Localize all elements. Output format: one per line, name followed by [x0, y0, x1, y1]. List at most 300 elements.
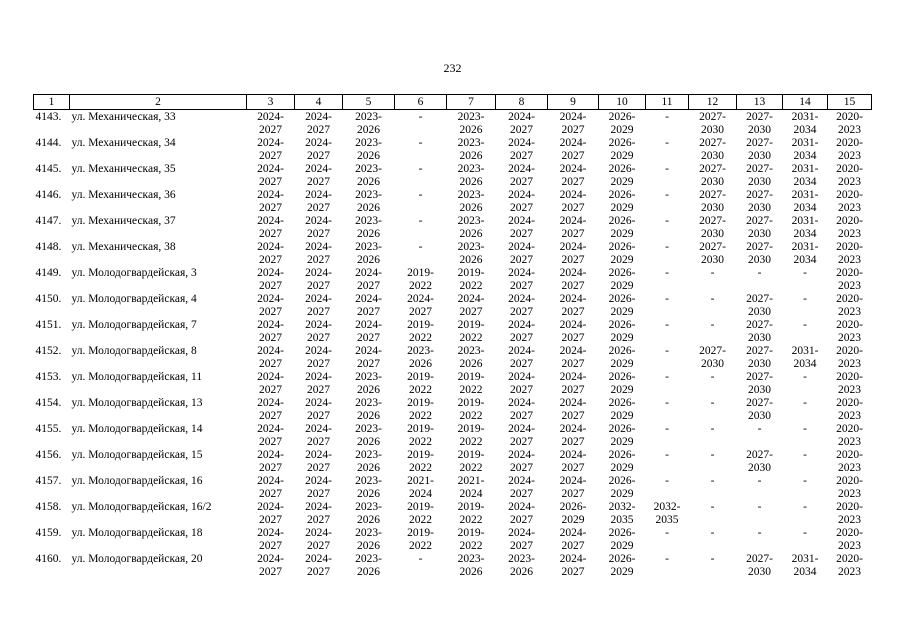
period-cell: 2020- 2023: [836, 475, 863, 500]
period-cell: 2019- 2022: [407, 423, 434, 448]
period-cell: 2024- 2027: [559, 553, 587, 578]
period-cell: 2024- 2027: [257, 163, 284, 188]
period-cell: 2024- 2027: [508, 501, 535, 526]
period-cell: -: [757, 527, 762, 539]
period-cell: 2024- 2027: [305, 397, 332, 422]
period-cell: 2027- 2030: [746, 371, 773, 396]
period-cell: 2020- 2023: [836, 371, 863, 396]
period-cell: 2020- 2023: [836, 423, 863, 448]
period-cell: 2026- 2029: [559, 501, 587, 526]
column-header: 8: [496, 95, 548, 110]
period-cell: 2026- 2029: [608, 189, 636, 214]
period-cell: 2024- 2027: [508, 189, 535, 214]
period-cell: -: [710, 397, 715, 409]
address-cell: ул. Молодогвардейская, 7: [71, 319, 197, 331]
period-cell: -: [665, 345, 669, 357]
column-header: 6: [395, 95, 447, 110]
period-cell: 2027- 2030: [699, 241, 726, 266]
period-cell: 2019- 2022: [457, 319, 485, 344]
period-cell: 2031- 2034: [791, 137, 819, 162]
period-cell: 2023- 2026: [355, 397, 382, 422]
period-cell: 2024- 2027: [305, 319, 332, 344]
period-cell: 2027- 2030: [746, 553, 773, 578]
address-cell: ул. Механическая, 33: [71, 111, 176, 123]
column-header: 4: [295, 95, 343, 110]
period-cell: -: [710, 449, 715, 461]
period-cell: -: [710, 527, 715, 539]
period-cell: 2024- 2027: [305, 137, 332, 162]
period-cell: 2026- 2029: [608, 319, 636, 344]
address-cell: ул. Молодогвардейская, 14: [71, 423, 203, 435]
period-cell: 2027- 2030: [699, 345, 726, 370]
period-cell: 2027- 2030: [746, 293, 773, 318]
period-cell: -: [710, 501, 715, 513]
period-cell: -: [665, 475, 669, 487]
address-cell: ул. Молодогвардейская, 11: [71, 371, 203, 383]
period-cell: 2019- 2022: [407, 449, 434, 474]
period-cell: 2027- 2030: [699, 163, 726, 188]
period-cell: -: [665, 163, 669, 175]
period-cell: 2024- 2027: [305, 371, 332, 396]
period-cell: 2024- 2027: [257, 111, 284, 136]
period-cell: -: [665, 215, 669, 227]
period-cell: -: [665, 397, 669, 409]
row-number: 4149.: [35, 267, 62, 279]
period-cell: 2020- 2023: [836, 111, 863, 136]
address-cell: ул. Молодогвардейская, 16: [71, 475, 203, 487]
period-cell: 2032- 2035: [608, 501, 636, 526]
period-cell: -: [665, 371, 669, 383]
period-cell: 2024- 2027: [508, 449, 535, 474]
period-cell: 2031- 2034: [791, 553, 819, 578]
period-cell: 2023- 2026: [355, 475, 382, 500]
period-cell: 2024- 2027: [257, 553, 284, 578]
table-row: [34, 345, 872, 371]
period-cell: 2023- 2026: [508, 553, 535, 578]
address-cell: ул. Механическая, 36: [71, 189, 176, 201]
period-cell: -: [665, 267, 669, 279]
row-number: 4146.: [35, 189, 62, 201]
period-cell: 2024- 2027: [559, 267, 587, 292]
period-cell: 2024- 2027: [305, 501, 332, 526]
table-row: [34, 189, 872, 215]
period-cell: -: [665, 137, 669, 149]
period-cell: 2027- 2030: [746, 189, 773, 214]
period-cell: 2024- 2027: [559, 449, 587, 474]
period-cell: -: [710, 319, 715, 331]
period-cell: 2023- 2026: [355, 215, 382, 240]
period-cell: 2024- 2027: [257, 423, 284, 448]
period-cell: 2023- 2026: [355, 449, 382, 474]
period-cell: 2019- 2022: [457, 423, 485, 448]
table-row: [34, 267, 872, 293]
period-cell: 2027- 2030: [746, 137, 773, 162]
address-cell: ул. Молодогвардейская, 3: [71, 267, 197, 279]
row-number: 4151.: [35, 319, 62, 331]
column-header: 9: [548, 95, 599, 110]
period-cell: -: [757, 267, 762, 279]
address-cell: ул. Молодогвардейская, 16/2: [71, 501, 212, 513]
period-cell: 2026- 2029: [608, 397, 636, 422]
period-cell: 2023- 2026: [355, 527, 382, 552]
period-cell: 2020- 2023: [836, 293, 863, 318]
period-cell: -: [710, 293, 715, 305]
row-number: 4155.: [35, 423, 62, 435]
period-cell: 2023- 2026: [355, 111, 382, 136]
period-cell: 2020- 2023: [836, 449, 863, 474]
period-cell: 2026- 2029: [608, 371, 636, 396]
period-cell: 2024- 2027: [559, 189, 587, 214]
period-cell: 2024- 2027: [355, 293, 382, 318]
period-cell: 2020- 2023: [836, 163, 863, 188]
table-row: [34, 475, 872, 501]
period-cell: 2024- 2027: [508, 215, 535, 240]
address-cell: ул. Молодогвардейская, 20: [71, 553, 203, 565]
period-cell: 2019- 2022: [457, 371, 485, 396]
period-cell: -: [710, 475, 715, 487]
period-cell: 2023- 2026: [355, 423, 382, 448]
period-cell: -: [665, 449, 669, 461]
table-row: [34, 449, 872, 475]
row-number: 4160.: [35, 553, 62, 565]
period-cell: 2020- 2023: [836, 241, 863, 266]
period-cell: -: [710, 553, 715, 565]
period-cell: -: [710, 371, 715, 383]
period-cell: 2024- 2027: [559, 293, 587, 318]
column-header: 13: [737, 95, 783, 110]
period-cell: 2024- 2027: [257, 189, 284, 214]
period-cell: -: [710, 423, 715, 435]
period-cell: 2026- 2029: [608, 553, 636, 578]
row-number: 4145.: [35, 163, 62, 175]
period-cell: 2020- 2023: [836, 553, 863, 578]
period-cell: 2019- 2022: [407, 527, 434, 552]
period-cell: 2024- 2027: [257, 475, 284, 500]
period-cell: 2019- 2022: [407, 319, 434, 344]
period-cell: 2019- 2022: [407, 501, 434, 526]
period-cell: 2024- 2027: [355, 267, 382, 292]
period-cell: 2024- 2027: [559, 163, 587, 188]
table-row: [34, 371, 872, 397]
column-header: 5: [343, 95, 395, 110]
period-cell: 2024- 2027: [508, 111, 535, 136]
period-cell: 2027- 2030: [746, 241, 773, 266]
period-cell: 2024- 2027: [305, 215, 332, 240]
period-cell: 2024- 2027: [305, 163, 332, 188]
row-number: 4144.: [35, 137, 62, 149]
period-cell: -: [418, 553, 423, 565]
period-cell: 2019- 2022: [457, 449, 485, 474]
column-header: 7: [447, 95, 496, 110]
period-cell: 2024- 2027: [559, 137, 587, 162]
period-cell: -: [418, 189, 423, 201]
period-cell: -: [665, 527, 669, 539]
table-row: [34, 423, 872, 449]
period-cell: 2024- 2027: [559, 319, 587, 344]
period-cell: 2026- 2029: [608, 111, 636, 136]
period-cell: 2019- 2022: [457, 397, 485, 422]
period-cell: 2023- 2026: [457, 111, 485, 136]
period-cell: 2024- 2027: [305, 293, 332, 318]
period-cell: 2024- 2027: [559, 371, 587, 396]
row-number: 4143.: [35, 111, 62, 123]
period-cell: 2027- 2030: [699, 189, 726, 214]
column-header: 12: [689, 95, 737, 110]
period-cell: 2024- 2027: [559, 423, 587, 448]
period-cell: 2024- 2027: [257, 293, 284, 318]
period-cell: 2023- 2026: [355, 137, 382, 162]
table-row: [34, 110, 872, 138]
row-number: 4150.: [35, 293, 62, 305]
table-row: [34, 319, 872, 345]
period-cell: 2027- 2030: [746, 111, 773, 136]
row-number: 4157.: [35, 475, 62, 487]
period-cell: 2031- 2034: [791, 241, 819, 266]
column-header: 11: [646, 95, 689, 110]
period-cell: -: [418, 111, 423, 123]
period-cell: 2026- 2029: [608, 215, 636, 240]
period-cell: -: [803, 501, 807, 513]
table-row: [34, 163, 872, 189]
row-number: 4152.: [35, 345, 62, 357]
column-header: 15: [828, 95, 872, 110]
period-cell: 2023- 2026: [355, 163, 382, 188]
period-cell: 2024- 2027: [508, 293, 535, 318]
period-cell: 2024- 2027: [257, 241, 284, 266]
period-cell: 2024- 2027: [305, 111, 332, 136]
period-cell: -: [757, 423, 762, 435]
period-cell: 2024- 2027: [305, 345, 332, 370]
period-cell: 2024- 2027: [508, 137, 535, 162]
row-number: 4153.: [35, 371, 62, 383]
period-cell: 2026- 2029: [608, 527, 636, 552]
row-number: 4154.: [35, 397, 62, 409]
period-cell: 2020- 2023: [836, 267, 863, 292]
period-cell: 2020- 2023: [836, 137, 863, 162]
period-cell: 2027- 2030: [699, 137, 726, 162]
period-cell: 2026- 2029: [608, 241, 636, 266]
row-number: 4148.: [35, 241, 62, 253]
period-cell: -: [710, 267, 715, 279]
period-cell: 2021- 2024: [457, 475, 485, 500]
period-cell: -: [665, 423, 669, 435]
period-cell: 2031- 2034: [791, 163, 819, 188]
period-cell: 2024- 2027: [407, 293, 434, 318]
period-cell: -: [665, 241, 669, 253]
address-cell: ул. Молодогвардейская, 4: [71, 293, 197, 305]
page-number: 232: [443, 61, 462, 75]
period-cell: 2026- 2029: [608, 449, 636, 474]
period-cell: 2023- 2026: [457, 137, 485, 162]
period-cell: 2023- 2026: [457, 553, 485, 578]
table-row: [34, 137, 872, 163]
period-cell: -: [418, 163, 423, 175]
period-cell: 2024- 2027: [305, 527, 332, 552]
period-cell: 2026- 2029: [608, 423, 636, 448]
period-cell: 2020- 2023: [836, 189, 863, 214]
period-cell: 2024- 2027: [508, 241, 535, 266]
period-cell: 2019- 2022: [457, 501, 485, 526]
column-header: 14: [783, 95, 828, 110]
row-number: 4158.: [35, 501, 62, 513]
address-cell: ул. Механическая, 34: [71, 137, 176, 149]
row-number: 4156.: [35, 449, 62, 461]
row-number: 4159.: [35, 527, 62, 539]
period-cell: 2024- 2027: [508, 163, 535, 188]
period-cell: 2027- 2030: [746, 319, 773, 344]
period-cell: 2024- 2027: [559, 397, 587, 422]
period-cell: 2023- 2026: [355, 553, 382, 578]
table-row: [34, 397, 872, 423]
period-cell: 2023- 2026: [457, 241, 485, 266]
period-cell: -: [803, 267, 807, 279]
period-cell: 2023- 2026: [457, 189, 485, 214]
period-cell: 2024- 2027: [355, 345, 382, 370]
period-cell: 2027- 2030: [746, 449, 773, 474]
period-cell: 2024- 2027: [355, 319, 382, 344]
table-row: [34, 241, 872, 267]
period-cell: -: [418, 137, 423, 149]
period-cell: 2024- 2027: [559, 111, 587, 136]
column-header: 2: [70, 95, 247, 110]
period-cell: 2023- 2026: [355, 241, 382, 266]
period-cell: 2024- 2027: [257, 527, 284, 552]
period-cell: -: [665, 319, 669, 331]
table-body: [34, 110, 872, 580]
period-cell: 2024- 2027: [559, 527, 587, 552]
period-cell: 2024- 2027: [305, 241, 332, 266]
period-cell: 2023- 2026: [355, 189, 382, 214]
period-cell: -: [803, 319, 807, 331]
period-cell: 2024- 2027: [508, 475, 535, 500]
period-cell: 2032- 2035: [653, 501, 681, 526]
period-cell: 2019- 2022: [407, 267, 434, 292]
period-cell: 2024- 2027: [257, 501, 284, 526]
period-cell: 2024- 2027: [257, 319, 284, 344]
period-cell: 2021- 2024: [407, 475, 434, 500]
period-cell: 2023- 2026: [355, 501, 382, 526]
period-cell: -: [803, 475, 807, 487]
period-cell: 2027- 2030: [746, 215, 773, 240]
table-row: [34, 293, 872, 319]
period-cell: 2024- 2027: [257, 345, 284, 370]
period-cell: 2024- 2027: [508, 319, 535, 344]
period-cell: 2023- 2026: [457, 345, 485, 370]
period-cell: 2020- 2023: [836, 397, 863, 422]
period-cell: -: [418, 241, 423, 253]
table-row: [34, 501, 872, 527]
period-cell: -: [803, 397, 807, 409]
period-cell: 2027- 2030: [699, 111, 726, 136]
address-cell: ул. Механическая, 35: [71, 163, 176, 175]
period-cell: 2024- 2027: [457, 293, 485, 318]
period-cell: 2024- 2027: [305, 267, 332, 292]
column-header: 10: [599, 95, 646, 110]
period-cell: -: [665, 293, 669, 305]
period-cell: 2019- 2022: [407, 371, 434, 396]
period-cell: 2024- 2027: [257, 267, 284, 292]
period-cell: 2026- 2029: [608, 293, 636, 318]
period-cell: 2026- 2029: [608, 345, 636, 370]
period-cell: 2027- 2030: [746, 163, 773, 188]
period-cell: 2020- 2023: [836, 215, 863, 240]
period-cell: -: [665, 189, 669, 201]
period-cell: 2024- 2027: [559, 475, 587, 500]
period-cell: 2019- 2022: [457, 267, 485, 292]
period-cell: 2023- 2026: [457, 163, 485, 188]
period-cell: -: [665, 553, 669, 565]
schedule-table: [33, 94, 872, 579]
address-cell: ул. Механическая, 37: [71, 215, 176, 227]
column-header: 3: [247, 95, 295, 110]
period-cell: 2024- 2027: [508, 423, 535, 448]
period-cell: 2020- 2023: [836, 319, 863, 344]
period-cell: 2024- 2027: [508, 397, 535, 422]
period-cell: 2027- 2030: [699, 215, 726, 240]
period-cell: 2024- 2027: [559, 241, 587, 266]
period-cell: 2024- 2027: [305, 449, 332, 474]
period-cell: 2024- 2027: [508, 267, 535, 292]
header-row: [34, 95, 872, 110]
period-cell: 2031- 2034: [791, 345, 819, 370]
table-row: [34, 527, 872, 553]
period-cell: 2019- 2022: [457, 527, 485, 552]
period-cell: -: [665, 111, 669, 123]
period-cell: 2031- 2034: [791, 215, 819, 240]
period-cell: 2024- 2027: [305, 553, 332, 578]
period-cell: -: [803, 293, 807, 305]
period-cell: 2019- 2022: [407, 397, 434, 422]
address-cell: ул. Молодогвардейская, 13: [71, 397, 203, 409]
column-header: 1: [34, 95, 70, 110]
table-row: [34, 553, 872, 579]
period-cell: 2026- 2029: [608, 267, 636, 292]
period-cell: 2031- 2034: [791, 189, 819, 214]
period-cell: 2024- 2027: [257, 449, 284, 474]
period-cell: 2027- 2030: [746, 397, 773, 422]
period-cell: 2024- 2027: [257, 137, 284, 162]
period-cell: -: [803, 423, 807, 435]
period-cell: 2020- 2023: [836, 345, 863, 370]
address-cell: ул. Механическая, 38: [71, 241, 176, 253]
period-cell: 2023- 2026: [355, 371, 382, 396]
address-cell: ул. Молодогвардейская, 18: [71, 527, 203, 539]
period-cell: -: [757, 475, 762, 487]
period-cell: 2024- 2027: [305, 475, 332, 500]
period-cell: 2020- 2023: [836, 527, 863, 552]
period-cell: 2024- 2027: [559, 345, 587, 370]
address-cell: ул. Молодогвардейская, 15: [71, 449, 203, 461]
period-cell: 2031- 2034: [791, 111, 819, 136]
period-cell: 2024- 2027: [305, 189, 332, 214]
period-cell: 2026- 2029: [608, 163, 636, 188]
period-cell: 2024- 2027: [508, 371, 535, 396]
period-cell: 2020- 2023: [836, 501, 863, 526]
period-cell: -: [418, 215, 423, 227]
period-cell: -: [803, 371, 807, 383]
period-cell: 2026- 2029: [608, 137, 636, 162]
period-cell: 2024- 2027: [257, 215, 284, 240]
period-cell: 2024- 2027: [508, 345, 535, 370]
period-cell: 2024- 2027: [559, 215, 587, 240]
period-cell: 2023- 2026: [407, 345, 434, 370]
period-cell: 2026- 2029: [608, 475, 636, 500]
period-cell: -: [803, 449, 807, 461]
period-cell: -: [803, 527, 807, 539]
period-cell: 2024- 2027: [305, 423, 332, 448]
address-cell: ул. Молодогвардейская, 8: [71, 345, 197, 357]
period-cell: 2024- 2027: [508, 527, 535, 552]
